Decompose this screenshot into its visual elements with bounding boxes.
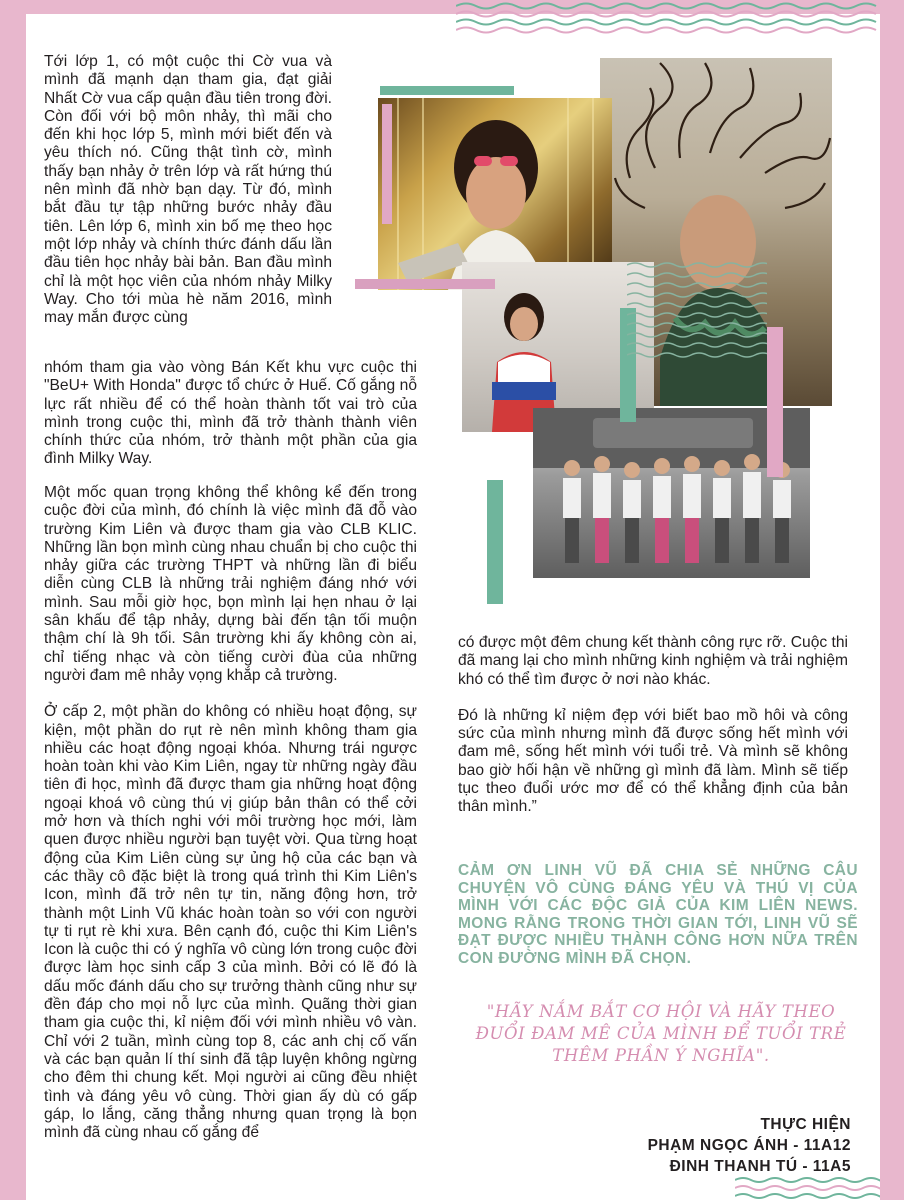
article-paragraph-1-part-a — [44, 53, 332, 327]
article-paragraph-1-part-b — [44, 359, 417, 469]
credits-author-1: PHẠM NGỌC ÁNH - 11A12 — [647, 1137, 851, 1154]
paragraph-text: Tới lớp 1, có một cuộc thi Cờ vua và mình đã mạnh dạn tham gia, đạt giải Nhất Cờ vua cấp quận đầu tiên trong đời. Còn đối với bộ môn nhảy, thì mãi cho đến khi học lớp 5, mình mới biết đến và yêu thích nó. Cũng thật tình cờ, mình thấy bạn nhảy ở trên lớp và rất hứng thú nên mình đã nhờ bạn dạy. Từ đó, mình bắt đầu tự tập những bước nhảy đầu tiên. Lên lớp 6, mình xin bố mẹ theo học một lớp nhảy và chính thức đánh dấu lần đầu tiên học nhảy bài bản. Ban đầu mình chỉ là một học viên của nhóm nhảy Milky Way. Cho tới mùa hè năm 2016, mình may mắn được cùng — [44, 53, 332, 327]
wave-pattern-mid — [627, 260, 767, 380]
credits-heading: THỰC HIỆN — [760, 1116, 851, 1133]
pull-quote: "HÃY NẮM BẮT CƠ HỘI VÀ HÃY THEO ĐUỔI ĐAM MÊ CỦA MÌNH ĐỂ TUỔI TRẺ THÊM PHẦN Ý NGHĨA". — [475, 1002, 847, 1065]
teal-bar-bottom — [487, 480, 503, 604]
article-paragraph-3: Ở cấp 2, một phần do không có nhiều hoạt động, sự kiện, một phần do rụt rè nên mình không tham gia nhiều các hoạt động ngoại khóa. Nhưng trái ngược hoàn toàn khi vào Kim Liên, ngay từ những ngày đầu tiên đi học, mình đã được tham gia những hoạt động ngoại khoá vô cùng thú vị giúp bản thân có thể cởi mở hơn và thích nghi với môi trường học mới, làm quen được nhiều người bạn tuyệt vời. Qua từng hoạt động của Kim Liên cùng sự ủng hộ của các bạn và các thầy cô đặc biệt là trong quá trình thi Kim Liên's Icon, mình đã trở nên tự tin, năng động hơn, trở thành một Linh Vũ khác hoàn toàn so với con người tự ti rụt rè khi xưa. Bên cạnh đó, cuộc thi Kim Liên's Icon là cuộc thi có ý nghĩa vô cùng lớn trong cuộc đời được làm học sinh cấp 3 của mình. Bởi có lẽ đó là dấu mốc đánh dấu cho sự trưởng thành cũng như sự đền đáp cho mọi nỗ lực của mình. Quãng thời gian tham gia cuộc thi, kỉ niệm đối với mình nhiều vô vàn. Chỉ với 2 tuần, mình cùng top 8, các anh chị cố vấn và các bạn quản lí thí sinh đã tập luyện không ngừng cho đêm thi chung kết. Mọi người ai cũng đều nhiệt tình và đáng yêu vô cùng. Thời gian ấy dù có gấp gáp, lo lắng, căng thẳng nhưng quan trọng là bọn mình đã cùng nhau cố gắng để — [44, 703, 417, 1142]
wave-pattern-top — [456, 0, 880, 42]
paragraph-text: nhóm tham gia vào vòng Bán Kết khu vực cuộc thi "BeU+ With Honda" được tổ chức ở Huế. Cố gắng nỗ lực rất nhiều để có thể hoàn thành tốt vai trò của mình trong cuộc thi, mình đã trở thành thành viên chính thức của nhóm, trở thành một phần của gia đình Milky Way. — [44, 359, 417, 468]
pink-bar-right — [767, 327, 783, 477]
article-paragraph-2: Một mốc quan trọng không thể không kể đến trong cuộc đời của mình, đó chính là việc mình đã đỗ vào trường Kim Liên và được tham gia vào CLB KLIC. Những lần bọn mình cùng nhau chuẩn bị cho cuộc thi nhảy giữa các trường THPT và những lần đi biểu diễn cùng CLB là những trải nghiệm đáng nhớ với mình. Sau mỗi giờ học, bọn mình lại hẹn nhau ở lại sân khấu để tập nhảy, dựng bài đến tận tối muộn thậm chí là 9h tối. Sân trường khi ấy không còn ai, chỉ tiếng nhạc và còn tiếng cười đùa của những người đam mê nhảy vọng khắp cả trường. — [44, 484, 417, 684]
pink-bar-mid — [355, 279, 495, 289]
article-paragraph-4: có được một đêm chung kết thành công rực rỡ. Cuộc thi đã mang lại cho mình những kinh nghiệm và trải nghiệm khó có thể tìm được ở nơi nào khác. — [458, 634, 848, 688]
pink-bar-left — [382, 104, 392, 224]
closing-message: CẢM ƠN LINH VŨ ĐÃ CHIA SẺ NHỮNG CÂU CHUYỆN VÔ CÙNG ĐÁNG YÊU VÀ THÚ VỊ CỦA MÌNH VỚI CÁC ĐỘC GIẢ CỦA KIM LIÊN NEWS. MONG RẰNG TRONG THỜI GIAN TỚI, LINH VŨ SẼ ĐẠT ĐƯỢC NHIỀU THÀNH CÔNG HƠN NỮA TRÊN CON ĐƯỜNG MÌNH ĐÃ CHỌN. — [458, 862, 858, 967]
article-column-left — [44, 484, 417, 1142]
credits-author-2: ĐINH THANH TÚ - 11A5 — [669, 1158, 851, 1175]
article-column-right — [458, 634, 848, 817]
teal-bar-top — [380, 86, 514, 95]
credits-block — [511, 1114, 851, 1177]
article-paragraph-5: Đó là những kỉ niệm đẹp với biết bao mồ hôi và công sức của mình nhưng mình đã được sống hết mình với đam mê, sống hết mình với tuổi trẻ. Và mình sẽ không bao giờ hối hận về những gì mình đã làm. Mình sẽ tiếp tục theo đuổi ước mơ để có thể khẳng định của bản thân mình.” — [458, 706, 848, 816]
wave-pattern-bottom — [735, 1172, 880, 1200]
